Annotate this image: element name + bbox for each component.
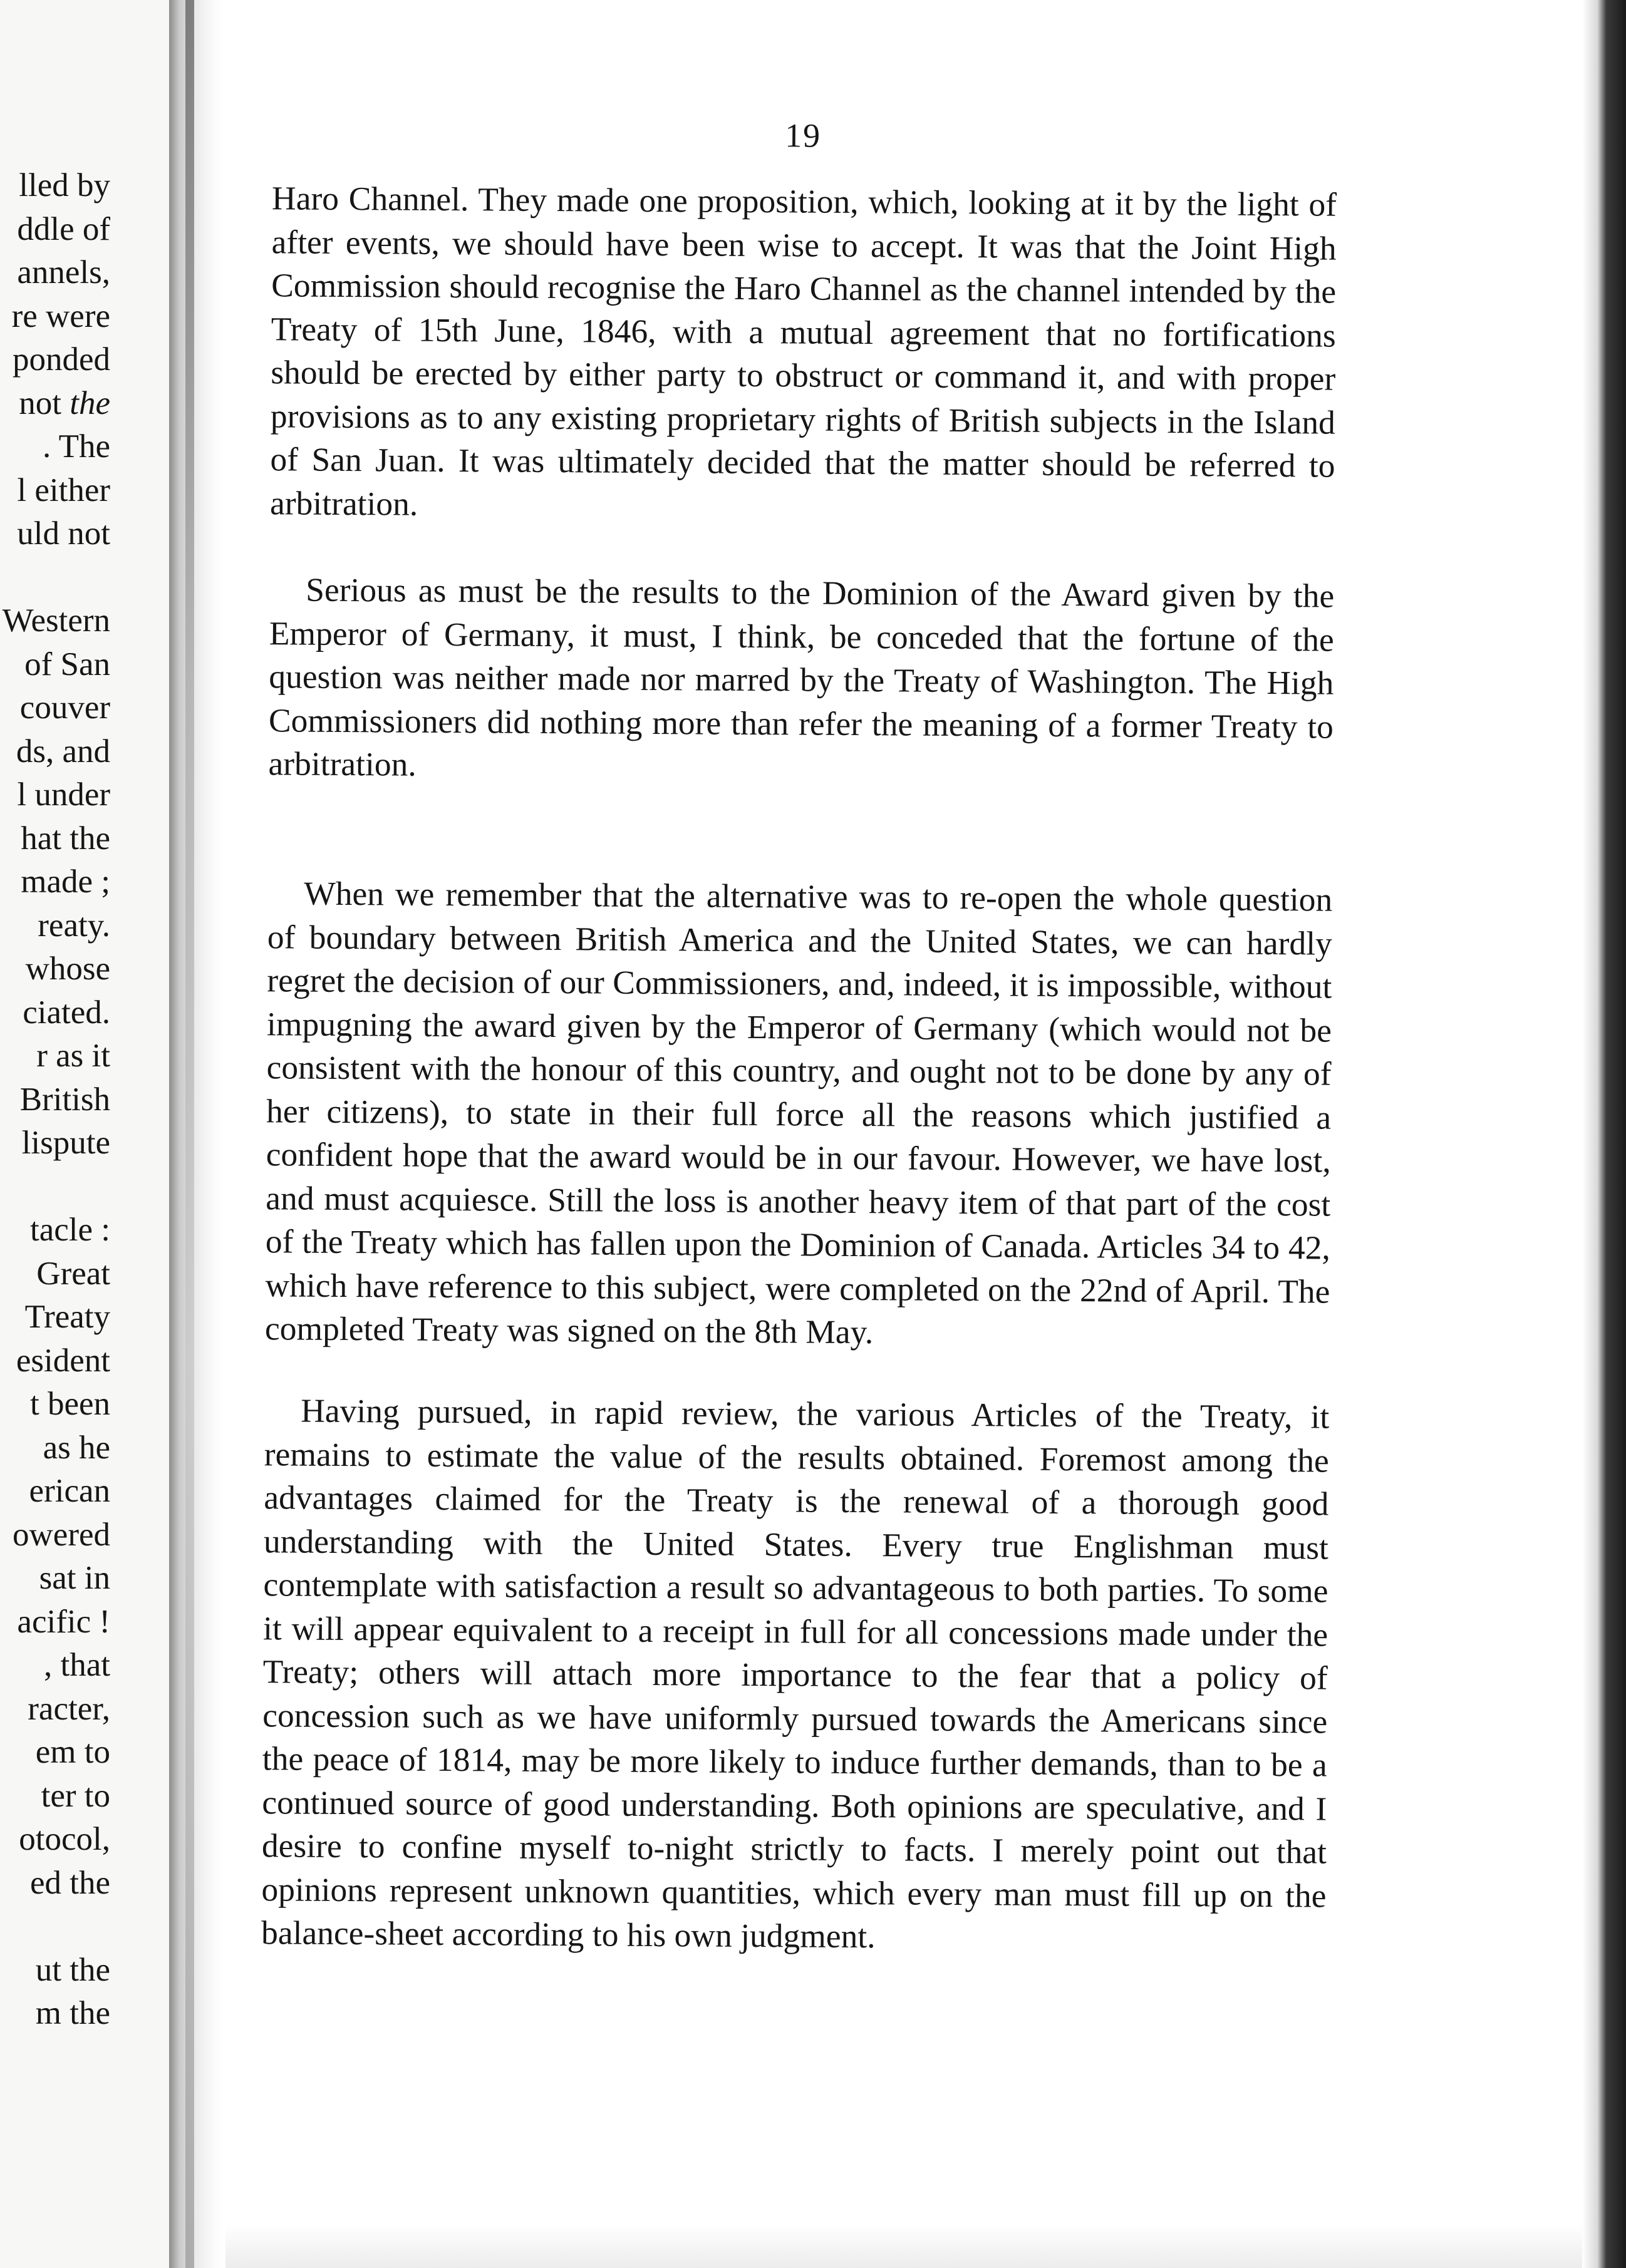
left-page-fragment: as he xyxy=(43,1429,110,1466)
left-page-fragment: r as it xyxy=(36,1038,110,1074)
left-page-fragment: ed the xyxy=(29,1864,110,1901)
left-page-fragment: l either xyxy=(17,472,110,508)
left-page-fragment: racter, xyxy=(28,1690,110,1727)
left-page-fragment: couver xyxy=(19,689,110,726)
paragraph-4-text: Having pursued, in rapid review, the various Articles of the Treaty, it remains to estimate the value of the results obtained. Foremost among the advantages claimed for the Treaty is the renewal of a thorough good understanding with the United States. Every true Englishman must contemplate with satisfaction a result so advantageous to both parties. To some it will appear equivalent to a receipt in full for all concessions made under the Treaty; others will attach more importance to the fear that a policy of concession such as we have uniformly pursued towards the Americans since the peace of 1814, may be more likely to induce further demands, than to be a continued source of good understanding. Both opinions are speculative, and I desire to confine myself to-night strictly to facts. I merely point out that opinions represent unknown quantities, which every man must fill up on the balance-sheet according to his own judgment. xyxy=(261,1391,1330,1956)
left-page-fragment: ds, and xyxy=(16,733,110,770)
left-page-fragment: ter to xyxy=(41,1777,110,1814)
left-page-fragment: whose xyxy=(25,951,110,987)
left-facing-page xyxy=(0,0,169,2268)
left-page-fragment xyxy=(0,1165,110,1209)
left-page-fragment: not the xyxy=(19,384,110,421)
scan-right-edge xyxy=(1582,0,1626,2268)
book-page xyxy=(235,100,1359,2173)
left-page-fragment: Treaty xyxy=(24,1299,110,1335)
left-page-fragment: reaty. xyxy=(38,907,110,944)
left-page-fragment: hat the xyxy=(21,820,110,857)
left-page-fragment: lispute xyxy=(21,1125,110,1161)
left-page-fragment: Western xyxy=(2,602,110,639)
left-page-fragment: lled by xyxy=(19,167,110,204)
left-page-fragment: ciated. xyxy=(23,994,110,1031)
left-page-fragment: m the xyxy=(35,1995,110,2031)
left-page-fragment: re were xyxy=(11,297,110,334)
left-page-fragment: erican xyxy=(29,1473,110,1509)
left-page-fragment: uld not xyxy=(17,515,110,552)
left-page-fragment: ponded xyxy=(12,341,110,378)
left-page-fragment: . The xyxy=(43,428,110,465)
left-page-fragment: em to xyxy=(35,1734,110,1770)
left-page-fragment: British xyxy=(19,1081,110,1118)
paragraph-4 xyxy=(261,1389,1329,1961)
paragraph-3 xyxy=(265,872,1333,1357)
left-page-text-fragments xyxy=(0,164,110,2036)
left-page-fragment: ut the xyxy=(35,1951,110,1988)
left-page-fragment: otocol, xyxy=(19,1821,110,1857)
left-page-fragment: annels, xyxy=(17,254,110,291)
left-page-fragment: esident xyxy=(16,1342,110,1379)
paragraph-2 xyxy=(268,568,1334,792)
left-page-fragment: , that xyxy=(44,1647,110,1683)
book-gutter xyxy=(169,0,225,2268)
left-page-fragment: l under xyxy=(17,776,110,813)
left-page-fragment xyxy=(0,556,110,600)
left-page-fragment: t been xyxy=(29,1386,110,1422)
left-page-fragment: of San xyxy=(24,646,110,683)
page-number: 19 xyxy=(784,116,822,155)
left-page-fragment: tacle : xyxy=(30,1212,110,1248)
gutter-edge-shadow xyxy=(185,0,194,2268)
left-page-fragment: sat in xyxy=(39,1560,110,1596)
left-page-fragment: made ; xyxy=(21,863,110,900)
left-page-fragment: Great xyxy=(36,1255,110,1292)
left-page-fragment: owered xyxy=(13,1516,110,1553)
paragraph-1: Haro Channel. They made one proposition, which, looking at it by the light of after events, we should have been wise to accept. It was that the Joint High Commission should recognise the Haro Channel as the channel intended by the Treaty of 15th June, 1846, with a mutual agreement that no fortifications should be erected by either party to obstruct or command it, and with proper provisions as to any existing proprietary rights of British subjects in the Island of San Juan. It was ultimately decided that the matter should be referred to arbitration. xyxy=(269,179,1337,523)
left-page-fragment xyxy=(0,1905,110,1949)
paragraph-3-text: When we remember that the alternative was to re-open the whole question of boundary between British America and the United States, we can hardly regret the decision of our Commissioners, and, indeed, it is impossible, without impugning the award given by the Emperor of Germany (which would not be consistent with the honour of this country, and ought not to be done by any of her citizens), to state in their full force all the reasons which justified a confident hope that the award would be in our favour. However, we have lost, and must acquiesce. Still the loss is another heavy item of that part of the cost of the Treaty which has fallen upon the Dominion of Canada. Articles 34 to 42, which have reference to this subject, were completed on the 22nd of April. The completed Treaty was signed on the 8th May. xyxy=(264,874,1333,1351)
left-page-fragment: ddle of xyxy=(17,210,110,247)
page-bottom-shade xyxy=(225,2224,1582,2268)
paragraph-2-text: Serious as must be the results to the Dominion of the Award given by the Emperor of Germany, it must, I think, be conceded that the fortune of the question was neither made nor marred by the Treaty of Washington. The High Commissioners did nothing more than refer the meaning of a former Treaty to arbitration. xyxy=(268,570,1335,783)
left-page-fragment: acific ! xyxy=(17,1603,110,1640)
